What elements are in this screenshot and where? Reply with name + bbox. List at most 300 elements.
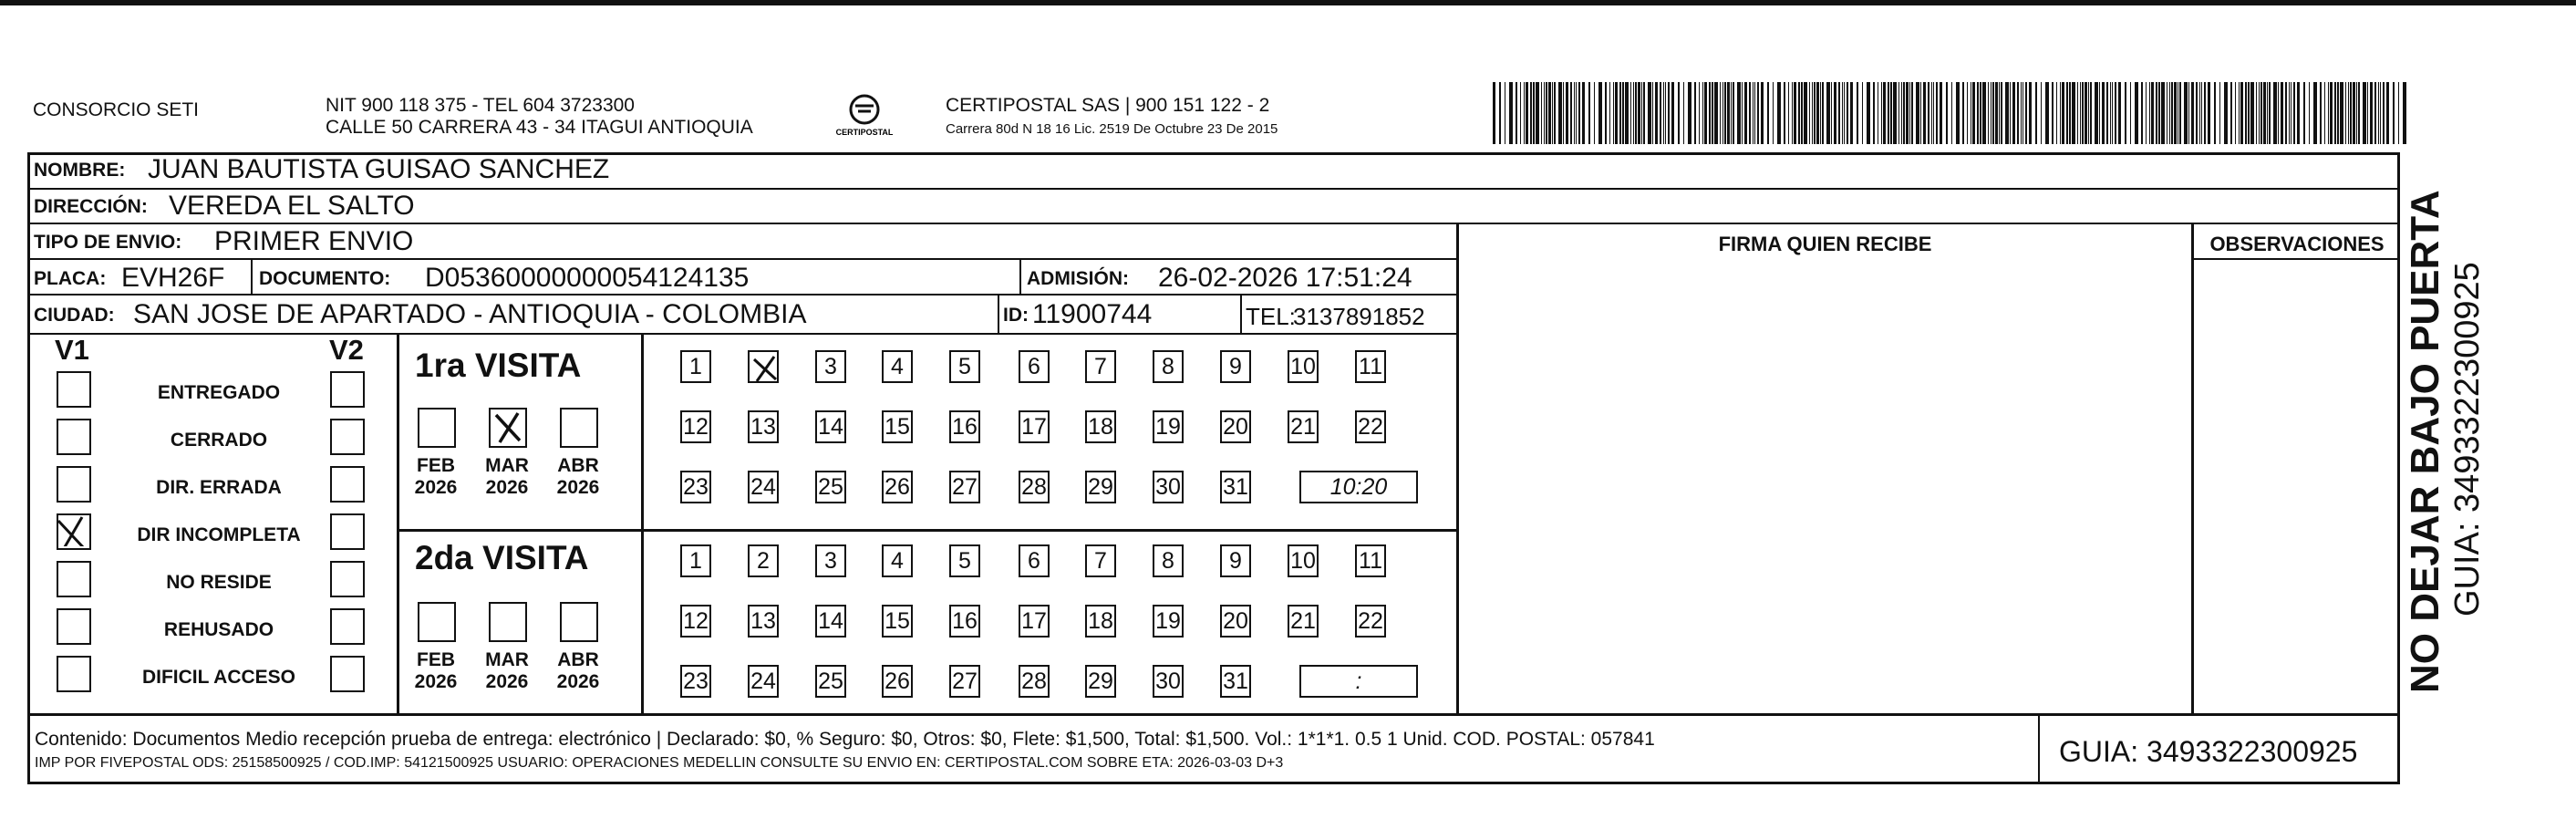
barcode-bar (1873, 82, 1875, 144)
visit2-day-box[interactable]: 12 (680, 605, 711, 638)
visit1-time-box[interactable]: 10:20 (1299, 471, 1418, 503)
visit2-time-box[interactable]: : (1299, 665, 1418, 698)
visit2-day-box[interactable]: 31 (1220, 665, 1251, 698)
barcode-bar (1804, 82, 1807, 144)
visit1-day-box[interactable]: 6 (1019, 350, 1050, 383)
barcode-bar (2005, 82, 2009, 144)
barcode-bar (1536, 82, 1539, 144)
barcode-bar (2080, 82, 2081, 144)
status-v1-checkbox[interactable] (57, 419, 91, 455)
barcode-bar (2289, 82, 2290, 144)
barcode-bar (1702, 82, 1703, 144)
barcode-bar (1633, 82, 1634, 144)
visit1-day-box[interactable]: 11 (1355, 350, 1386, 383)
barcode-bar (2328, 82, 2329, 144)
visit2-day-box[interactable]: 26 (882, 665, 913, 698)
barcode-bar (2291, 82, 2292, 144)
status-v2-checkbox[interactable] (330, 608, 365, 645)
visit1-day-box[interactable]: 18 (1085, 410, 1116, 443)
logo-text: CERTIPOSTAL (835, 128, 894, 137)
v2-label: V2 (329, 334, 364, 366)
barcode-bar (2309, 82, 2310, 144)
barcode-bar (2106, 82, 2108, 144)
visit1-day-box[interactable]: 4 (882, 350, 913, 383)
barcode-bar (1992, 82, 1994, 144)
barcode-bar (1847, 82, 1848, 144)
barcode-bar (2082, 82, 2084, 144)
barcode-bar (1883, 82, 1886, 144)
visit2-month-checkbox[interactable] (418, 602, 456, 642)
barcode-bar (1594, 82, 1595, 144)
barcode-bar (1598, 82, 1602, 144)
barcode-bar (1788, 82, 1789, 144)
barcode-bar (2358, 82, 2360, 144)
barcode-bar (1563, 82, 1564, 144)
status-v2-checkbox[interactable] (330, 371, 365, 408)
visit2-day-box[interactable]: 30 (1153, 665, 1184, 698)
license-line: Carrera 80d N 18 16 Lic. 2519 De Octubre 23 De 2015 (946, 121, 1278, 137)
visit1-day-box[interactable]: 8 (1153, 350, 1184, 383)
nombre-label: NOMBRE: (34, 160, 126, 181)
barcode-bar (2188, 82, 2189, 144)
barcode-bar (1671, 82, 1674, 144)
barcode-bar (2267, 82, 2268, 144)
admision-value: 26-02-2026 17:51:24 (1158, 263, 1412, 293)
barcode-bar (1605, 82, 1607, 144)
barcode-bar (1638, 82, 1640, 144)
visit1-month-label: ABR (557, 455, 599, 476)
visit1-title: 1ra VISITA (415, 347, 582, 384)
barcode-bar (1530, 82, 1532, 144)
barcode-bar (1688, 82, 1691, 144)
barcode-bar (2214, 82, 2216, 144)
visit2-month-label: ABR (557, 649, 599, 670)
barcode-bar (1812, 82, 1813, 144)
barcode-bar (1754, 82, 1755, 144)
visit1-day-box[interactable]: 5 (949, 350, 980, 383)
barcode-bar (1678, 82, 1680, 144)
visit1-month-checkbox[interactable] (418, 408, 456, 448)
barcode-bar (1533, 82, 1535, 144)
firma-header: FIRMA QUIEN RECIBE (1718, 233, 1932, 255)
barcode-bar (1524, 82, 1525, 144)
status-v1-checkbox[interactable] (57, 371, 91, 408)
barcode-bar (1493, 82, 1495, 144)
barcode-bar (1767, 82, 1769, 144)
barcode-bar (2184, 82, 2188, 144)
barcode-bar (1988, 82, 1989, 144)
barcode-bar (2158, 82, 2160, 144)
ciudad-label: CIUDAD: (34, 305, 115, 326)
visit1-day-box[interactable]: 17 (1019, 410, 1050, 443)
barcode-bar (2010, 82, 2011, 144)
barcode-bar (1814, 82, 1816, 144)
visit1-day-box[interactable]: 7 (1085, 350, 1116, 383)
visit1-day-box[interactable]: 15 (882, 410, 913, 443)
barcode-bar (1777, 82, 1781, 144)
visit1-day-box[interactable]: 9 (1220, 350, 1251, 383)
barcode-bar (1641, 82, 1642, 144)
status-v2-checkbox[interactable] (330, 466, 365, 503)
visit1-day-box[interactable]: 31 (1220, 471, 1251, 503)
barcode-bar (2224, 82, 2228, 144)
barcode-bar (2350, 82, 2352, 144)
barcode-bar (2273, 82, 2277, 144)
visit1-day-box[interactable]: 29 (1085, 471, 1116, 503)
nombre-value: JUAN BAUTISTA GUISAO SANCHEZ (148, 154, 610, 184)
barcode-bar (1842, 82, 1843, 144)
barcode-bar (1720, 82, 1721, 144)
barcode-bar (2012, 82, 2015, 144)
status-v2-checkbox[interactable] (330, 561, 365, 597)
barcode-bar (2156, 82, 2157, 144)
status-v1-checkbox[interactable] (57, 513, 91, 550)
barcode-bar (2060, 82, 2061, 144)
visit1-day-box[interactable]: 3 (815, 350, 846, 383)
barcode-bar (1619, 82, 1621, 144)
visit1-day-box[interactable] (748, 350, 779, 383)
barcode-bar (2161, 82, 2165, 144)
barcode-bar (1552, 82, 1553, 144)
status-label: NO RESIDE (166, 572, 272, 593)
barcode-bar (1898, 82, 1899, 144)
visit2-day-box[interactable]: 21 (1288, 605, 1319, 638)
visit1-day-box[interactable]: 24 (748, 471, 779, 503)
barcode-bar (1911, 82, 1913, 144)
barcode-bar (2367, 82, 2368, 144)
barcode-bar (1709, 82, 1711, 144)
barcode-bar (2281, 82, 2283, 144)
barcode-bar (2378, 82, 2379, 144)
visit2-day-box[interactable]: 29 (1085, 665, 1116, 698)
barcode-bar (1809, 82, 1810, 144)
barcode-bar (2135, 82, 2138, 144)
barcode-bar (1668, 82, 1670, 144)
visit1-year-label: 2026 (414, 477, 458, 498)
barcode-bar (1625, 82, 1629, 144)
status-v1-checkbox[interactable] (57, 466, 91, 503)
barcode-bar (2102, 82, 2105, 144)
visit2-day-box[interactable]: 25 (815, 665, 846, 698)
barcode-bar (1838, 82, 1840, 144)
barcode-bar (2313, 82, 2317, 144)
visit1-year-label: 2026 (485, 477, 529, 498)
barcode-bar (1733, 82, 1734, 144)
visit1-day-box[interactable]: 10 (1288, 350, 1319, 383)
visit1-day-box[interactable]: 27 (949, 471, 980, 503)
barcode-bar (1655, 82, 1658, 144)
visit1-day-box[interactable]: 19 (1153, 410, 1184, 443)
barcode-bar (2278, 82, 2279, 144)
barcode-bar (2069, 82, 2071, 144)
visit1-day-box[interactable]: 20 (1220, 410, 1251, 443)
visit2-month-label: MAR (485, 649, 529, 670)
barcode-bar (1923, 82, 1926, 144)
barcode-bar (2330, 82, 2333, 144)
barcode-bar (1622, 82, 1624, 144)
admision-label: ADMISIÓN: (1027, 268, 1129, 289)
visit2-day-box[interactable]: 19 (1153, 605, 1184, 638)
barcode-bar (1951, 82, 1952, 144)
visit2-day-box[interactable]: 15 (882, 605, 913, 638)
barcode-bar (2174, 82, 2177, 144)
barcode-bar (1999, 82, 2000, 144)
barcode-bar (1773, 82, 1774, 144)
observaciones-header: OBSERVACIONES (2209, 233, 2385, 255)
barcode-bar (1977, 82, 1979, 144)
barcode-bar (2072, 82, 2075, 144)
barcode-bar (2356, 82, 2357, 144)
barcode-bar (1820, 82, 1821, 144)
visit2-month-checkbox[interactable] (489, 602, 527, 642)
barcode-bar (2077, 82, 2078, 144)
ciudad-value: SAN JOSE DE APARTADO - ANTIOQUIA - COLOMBIA (133, 299, 807, 329)
barcode-bar (1630, 82, 1631, 144)
carrier-line: CERTIPOSTAL SAS | 900 151 122 - 2 (946, 95, 1270, 116)
barcode-bar (1936, 82, 1938, 144)
barcode-bar (2045, 82, 2049, 144)
visit1-month-checkbox[interactable] (560, 408, 598, 448)
barcode-bar (2219, 82, 2220, 144)
barcode-bar (1980, 82, 1981, 144)
barcode-bar (1544, 82, 1545, 144)
barcode-bar (1582, 82, 1585, 144)
visit1-day-box[interactable]: 25 (815, 471, 846, 503)
barcode-bar (2085, 82, 2087, 144)
barcode (1493, 82, 2414, 144)
visit2-title: 2da VISITA (415, 539, 589, 576)
barcode-bar (1916, 82, 1919, 144)
barcode-bar (1665, 82, 1666, 144)
barcode-bar (2041, 82, 2042, 144)
barcode-bar (1744, 82, 1747, 144)
placa-value: EVH26F (121, 263, 225, 293)
barcode-bar (1822, 82, 1824, 144)
visit2-day-box[interactable]: 18 (1085, 605, 1116, 638)
visit1-day-box[interactable]: 23 (680, 471, 711, 503)
barcode-bar (2235, 82, 2236, 144)
status-v1-checkbox[interactable] (57, 561, 91, 597)
barcode-bar (2345, 82, 2346, 144)
barcode-bar (2149, 82, 2150, 144)
barcode-bar (1753, 82, 1754, 144)
barcode-bar (2259, 82, 2260, 144)
barcode-bar (1931, 82, 1932, 144)
barcode-bar (2334, 82, 2336, 144)
barcode-bar (2353, 82, 2355, 144)
barcode-bar (1663, 82, 1664, 144)
barcode-bar (1516, 82, 1517, 144)
barcode-bar (2110, 82, 2111, 144)
tel-label: TEL: (1246, 303, 1296, 330)
visit1-day-box[interactable]: 13 (748, 410, 779, 443)
barcode-bar (1903, 82, 1905, 144)
barcode-bar (1962, 82, 1964, 144)
status-v2-checkbox[interactable] (330, 656, 365, 692)
barcode-bar (1982, 82, 1986, 144)
visit2-day-box[interactable]: 2 (748, 544, 779, 577)
v1-label: V1 (55, 334, 89, 366)
barcode-bar (2088, 82, 2089, 144)
barcode-bar (1546, 82, 1547, 144)
visit1-day-box[interactable]: 26 (882, 471, 913, 503)
visit2-day-box[interactable]: 4 (882, 544, 913, 577)
barcode-bar (1920, 82, 1921, 144)
barcode-bar (2403, 82, 2406, 144)
visit2-day-box[interactable]: 9 (1220, 544, 1251, 577)
barcode-bar (2029, 82, 2032, 144)
barcode-bar (2141, 82, 2143, 144)
visit2-day-box[interactable]: 6 (1019, 544, 1050, 577)
visit2-day-box[interactable]: 17 (1019, 605, 1050, 638)
visit2-day-box[interactable]: 14 (815, 605, 846, 638)
visit1-month-label: FEB (417, 455, 455, 476)
visit2-day-box[interactable]: 27 (949, 665, 980, 698)
barcode-bar (1648, 82, 1651, 144)
visit2-day-box[interactable]: 20 (1220, 605, 1251, 638)
barcode-bar (1850, 82, 1853, 144)
status-v2-checkbox[interactable] (330, 513, 365, 550)
visit2-day-box[interactable]: 23 (680, 665, 711, 698)
visit1-day-box[interactable]: 30 (1153, 471, 1184, 503)
barcode-bar (2001, 82, 2002, 144)
barcode-bar (2017, 82, 2019, 144)
barcode-bar (1712, 82, 1713, 144)
barcode-bar (2340, 82, 2343, 144)
barcode-bar (2263, 82, 2266, 144)
barcode-bar (1724, 82, 1726, 144)
visit1-day-box[interactable]: 12 (680, 410, 711, 443)
barcode-bar (2324, 82, 2325, 144)
barcode-bar (1643, 82, 1645, 144)
barcode-bar (2383, 82, 2385, 144)
visit2-day-box[interactable]: 10 (1288, 544, 1319, 577)
barcode-bar (1554, 82, 1556, 144)
visit1-day-box[interactable]: 21 (1288, 410, 1319, 443)
barcode-bar (2248, 82, 2250, 144)
visit2-year-label: 2026 (485, 671, 529, 692)
barcode-bar (1683, 82, 1684, 144)
nit-line: NIT 900 118 375 - TEL 604 3723300 (326, 95, 635, 116)
status-label: ENTREGADO (157, 382, 281, 403)
visit2-day-box[interactable]: 11 (1355, 544, 1386, 577)
status-v1-checkbox[interactable] (57, 656, 91, 692)
barcode-bar (2386, 82, 2389, 144)
barcode-bar (1784, 82, 1785, 144)
visit1-month-label: MAR (485, 455, 529, 476)
barcode-bar (2179, 82, 2181, 144)
company-name: CONSORCIO SETI (33, 99, 200, 120)
barcode-bar (2250, 82, 2254, 144)
barcode-bar (1499, 82, 1501, 144)
visit1-day-box[interactable]: 28 (1019, 471, 1050, 503)
barcode-bar (1588, 82, 1590, 144)
visit1-day-box[interactable]: 16 (949, 410, 980, 443)
visit1-day-box[interactable]: 14 (815, 410, 846, 443)
barcode-bar (1890, 82, 1892, 144)
barcode-bar (1867, 82, 1870, 144)
visit2-day-box[interactable]: 3 (815, 544, 846, 577)
visit2-day-box[interactable]: 22 (1355, 605, 1386, 638)
barcode-bar (1816, 82, 1819, 144)
status-v2-checkbox[interactable] (330, 419, 365, 455)
barcode-bar (2380, 82, 2381, 144)
visit2-day-box[interactable]: 7 (1085, 544, 1116, 577)
barcode-bar (1566, 82, 1568, 144)
barcode-bar (2115, 82, 2116, 144)
visit1-year-label: 2026 (556, 477, 600, 498)
barcode-bar (1727, 82, 1730, 144)
tipo-label: TIPO DE ENVIO: (34, 232, 182, 253)
visit1-month-checkbox[interactable] (489, 408, 527, 448)
barcode-bar (1888, 82, 1889, 144)
barcode-bar (1660, 82, 1661, 144)
barcode-bar (1635, 82, 1637, 144)
visit2-day-box[interactable]: 1 (680, 544, 711, 577)
barcode-bar (2025, 82, 2027, 144)
footer-contenido: Contenido: Documentos Medio recepción prueba de entrega: electrónico | Declarado: $0, % Seguro: $0, Otros: $0, Flete: $1,500, Total: $1,500. Vol.: 1*1*1. 0.5 1 Unid. COD. POSTAL: 057841 (35, 729, 1655, 750)
visit2-day-box[interactable]: 13 (748, 605, 779, 638)
barcode-bar (1792, 82, 1793, 144)
visit1-day-box[interactable]: 1 (680, 350, 711, 383)
barcode-bar (1972, 82, 1975, 144)
visit2-day-box[interactable]: 8 (1153, 544, 1184, 577)
visit2-month-label: FEB (417, 649, 455, 670)
barcode-bar (1737, 82, 1741, 144)
barcode-bar (1946, 82, 1948, 144)
barcode-bar (2056, 82, 2057, 144)
barcode-bar (1694, 82, 1696, 144)
barcode-bar (2090, 82, 2092, 144)
barcode-bar (2230, 82, 2232, 144)
status-v1-checkbox[interactable] (57, 608, 91, 645)
barcode-bar (1967, 82, 1968, 144)
barcode-bar (2066, 82, 2068, 144)
barcode-bar (2112, 82, 2113, 144)
barcode-bar (1798, 82, 1800, 144)
barcode-bar (1862, 82, 1863, 144)
barcode-bar (1901, 82, 1902, 144)
barcode-bar (1826, 82, 1830, 144)
status-label: DIR INCOMPLETA (137, 524, 301, 545)
barcode-bar (1548, 82, 1551, 144)
barcode-bar (2239, 82, 2240, 144)
barcode-bar (1933, 82, 1934, 144)
barcode-bar (2196, 82, 2198, 144)
visit2-year-label: 2026 (414, 671, 458, 692)
top-border (0, 0, 2576, 5)
barcode-bar (2370, 82, 2373, 144)
placa-label: PLACA: (34, 268, 107, 289)
visit2-day-box[interactable]: 24 (748, 665, 779, 698)
visit2-day-box[interactable]: 5 (949, 544, 980, 577)
visit1-day-box[interactable]: 22 (1355, 410, 1386, 443)
visit2-month-checkbox[interactable] (560, 602, 598, 642)
barcode-bar (2374, 82, 2376, 144)
barcode-bar (1857, 82, 1858, 144)
documento-label: DOCUMENTO: (259, 268, 391, 289)
visit2-year-label: 2026 (556, 671, 600, 692)
barcode-bar (1615, 82, 1618, 144)
barcode-bar (1509, 82, 1513, 144)
barcode-bar (2208, 82, 2210, 144)
tel-value: 3137891852 (1293, 303, 1425, 330)
barcode-bar (2130, 82, 2131, 144)
visit2-day-box[interactable]: 28 (1019, 665, 1050, 698)
barcode-bar (2393, 82, 2395, 144)
visit2-day-box[interactable]: 16 (949, 605, 980, 638)
barcode-bar (2303, 82, 2305, 144)
